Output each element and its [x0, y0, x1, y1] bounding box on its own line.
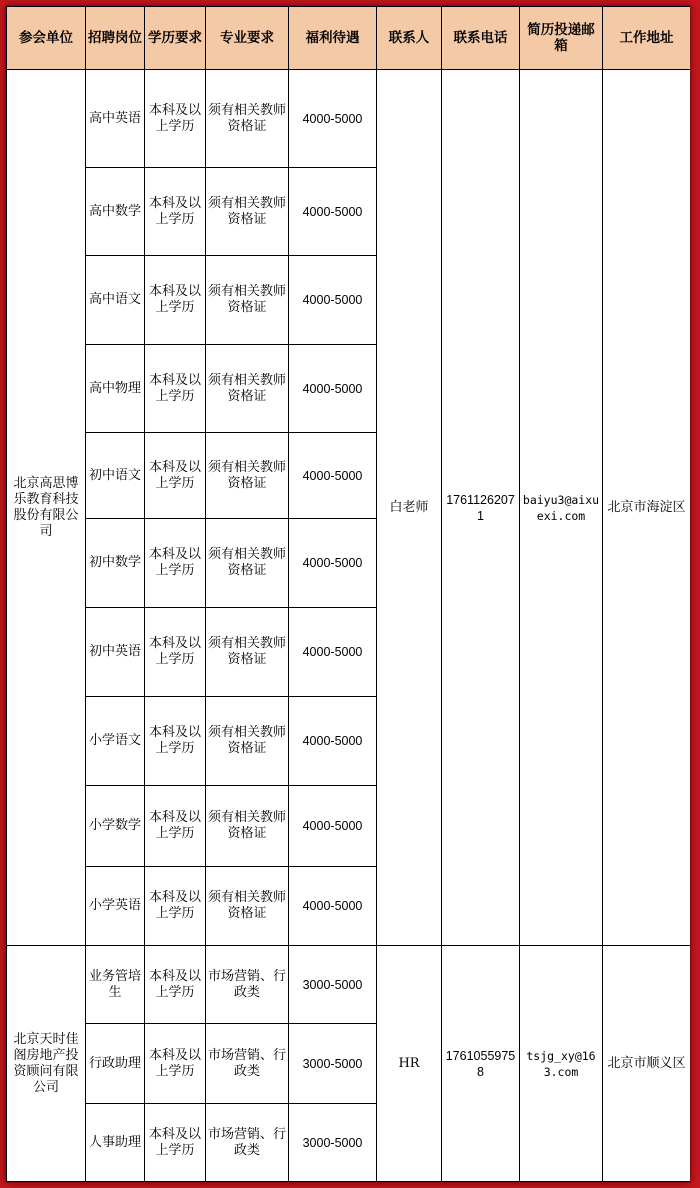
education-cell: 本科及以上学历 [145, 70, 206, 168]
page-frame [6, 6, 690, 1182]
salary-cell: 3000-5000 [289, 1024, 377, 1104]
header-email: 简历投递邮箱 [520, 7, 603, 70]
position-cell: 初中英语 [86, 608, 145, 697]
phone-cell: 17611262071 [442, 70, 520, 946]
salary-cell: 4000-5000 [289, 867, 377, 946]
header-salary: 福利待遇 [289, 7, 377, 70]
major-cell: 市场营销、行政类 [206, 946, 289, 1024]
education-cell: 本科及以上学历 [145, 433, 206, 519]
major-cell: 市场营销、行政类 [206, 1104, 289, 1182]
company-name: 北京天时佳阁房地产投资顾问有限公司 [7, 946, 86, 1182]
major-cell: 须有相关教师资格证 [206, 433, 289, 519]
address-cell: 北京市顺义区 [603, 946, 691, 1182]
position-cell: 行政助理 [86, 1024, 145, 1104]
header-row [7, 7, 691, 70]
address-cell: 北京市海淀区 [603, 70, 691, 946]
major-cell: 须有相关教师资格证 [206, 70, 289, 168]
position-cell: 业务管培生 [86, 946, 145, 1024]
salary-cell: 4000-5000 [289, 168, 377, 256]
position-cell: 高中数学 [86, 168, 145, 256]
header-contact: 联系人 [377, 7, 442, 70]
position-cell: 小学英语 [86, 867, 145, 946]
position-cell: 小学数学 [86, 786, 145, 867]
header-major: 专业要求 [206, 7, 289, 70]
position-cell: 高中物理 [86, 345, 145, 433]
position-cell: 小学语文 [86, 697, 145, 786]
table-body [7, 70, 691, 1182]
major-cell: 须有相关教师资格证 [206, 786, 289, 867]
major-cell: 市场营销、行政类 [206, 1024, 289, 1104]
education-cell: 本科及以上学历 [145, 1024, 206, 1104]
major-cell: 须有相关教师资格证 [206, 168, 289, 256]
salary-cell: 3000-5000 [289, 946, 377, 1024]
contact-cell: HR [377, 946, 442, 1182]
header-phone: 联系电话 [442, 7, 520, 70]
education-cell: 本科及以上学历 [145, 345, 206, 433]
major-cell: 须有相关教师资格证 [206, 867, 289, 946]
salary-cell: 3000-5000 [289, 1104, 377, 1182]
position-cell: 高中语文 [86, 256, 145, 345]
email-cell: baiyu3@aixuexi.com [520, 70, 603, 946]
recruitment-table [6, 6, 690, 1182]
table-row [7, 70, 691, 168]
phone-cell: 17610559758 [442, 946, 520, 1182]
salary-cell: 4000-5000 [289, 608, 377, 697]
header-education: 学历要求 [145, 7, 206, 70]
salary-cell: 4000-5000 [289, 345, 377, 433]
education-cell: 本科及以上学历 [145, 697, 206, 786]
education-cell: 本科及以上学历 [145, 519, 206, 608]
education-cell: 本科及以上学历 [145, 867, 206, 946]
email-cell: tsjg_xy@163.com [520, 946, 603, 1182]
education-cell: 本科及以上学历 [145, 256, 206, 345]
position-cell: 高中英语 [86, 70, 145, 168]
salary-cell: 4000-5000 [289, 786, 377, 867]
education-cell: 本科及以上学历 [145, 608, 206, 697]
salary-cell: 4000-5000 [289, 433, 377, 519]
education-cell: 本科及以上学历 [145, 1104, 206, 1182]
major-cell: 须有相关教师资格证 [206, 345, 289, 433]
major-cell: 须有相关教师资格证 [206, 519, 289, 608]
major-cell: 须有相关教师资格证 [206, 608, 289, 697]
company-name: 北京高思博乐教育科技股份有限公司 [7, 70, 86, 946]
table-row [7, 946, 691, 1024]
salary-cell: 4000-5000 [289, 697, 377, 786]
position-cell: 初中数学 [86, 519, 145, 608]
education-cell: 本科及以上学历 [145, 168, 206, 256]
education-cell: 本科及以上学历 [145, 786, 206, 867]
salary-cell: 4000-5000 [289, 256, 377, 345]
major-cell: 须有相关教师资格证 [206, 697, 289, 786]
position-cell: 初中语文 [86, 433, 145, 519]
education-cell: 本科及以上学历 [145, 946, 206, 1024]
position-cell: 人事助理 [86, 1104, 145, 1182]
salary-cell: 4000-5000 [289, 519, 377, 608]
header-position: 招聘岗位 [86, 7, 145, 70]
header-address: 工作地址 [603, 7, 691, 70]
salary-cell: 4000-5000 [289, 70, 377, 168]
header-company: 参会单位 [7, 7, 86, 70]
major-cell: 须有相关教师资格证 [206, 256, 289, 345]
contact-cell: 白老师 [377, 70, 442, 946]
